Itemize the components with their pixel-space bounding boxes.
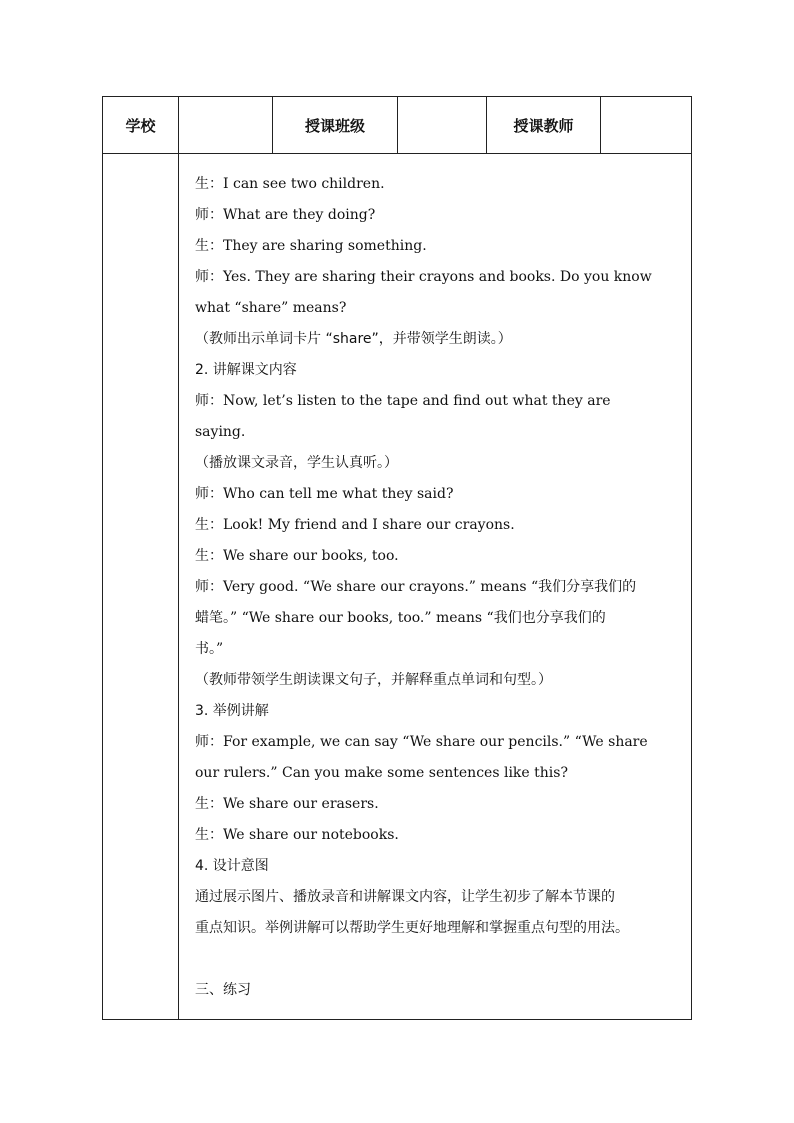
lesson-content: [195, 169, 677, 1006]
dialogue-line: 生：I can see two children.: [195, 176, 385, 192]
dialogue-line: 师：Who can tell me what they said?: [195, 486, 454, 502]
dialogue-line: 师：What are they doing?: [195, 207, 376, 223]
instruction-note: （播放课文录音，学生认真听。）: [195, 455, 398, 471]
table-header-row: [103, 97, 691, 154]
class-value[interactable]: [398, 97, 486, 153]
design-intent-text: 通过展示图片、播放录音和讲解课文内容，让学生初步了解本节课的: [195, 889, 615, 905]
dialogue-line: 师：Yes. They are sharing their crayons and books. Do you know: [195, 269, 652, 285]
dialogue-line: our rulers.” Can you make some sentences like this?: [195, 765, 568, 781]
design-intent-text: 重点知识。举例讲解可以帮助学生更好地理解和掌握重点句型的用法。: [195, 920, 629, 936]
dialogue-line: what “share” means?: [195, 300, 347, 316]
dialogue-line: 生：We share our books, too.: [195, 548, 399, 564]
class-label: 授课班级: [304, 116, 365, 135]
dialogue-line: 师：Very good. “We share our crayons.” means “我们分享我们的: [195, 579, 637, 595]
lesson-plan-table: [102, 96, 692, 1020]
teacher-label: 授课教师: [513, 116, 574, 135]
step-heading: 2. 讲解课文内容: [195, 362, 297, 378]
instruction-note: （教师出示单词卡片 “share”，并带领学生朗读。）: [195, 331, 512, 347]
school-value[interactable]: [179, 97, 272, 153]
dialogue-line: 师：For example, we can say “We share our pencils.” “We share: [195, 734, 648, 750]
dialogue-line: 生：We share our notebooks.: [195, 827, 399, 843]
school-label: 学校: [125, 116, 156, 135]
dialogue-line: 生：We share our erasers.: [195, 796, 379, 812]
dialogue-line: 生：They are sharing something.: [195, 238, 427, 254]
dialogue-line: 书。”: [195, 641, 224, 657]
spacer: [195, 944, 677, 975]
dialogue-line: 师：Now, let’s listen to the tape and find out what they are: [195, 393, 611, 409]
lesson-content-cell: [179, 153, 691, 1019]
instruction-note: （教师带领学生朗读课文句子，并解释重点单词和句型。）: [195, 672, 552, 688]
step-heading: 3. 举例讲解: [195, 703, 269, 719]
teacher-value[interactable]: [601, 97, 691, 153]
dialogue-line: saying.: [195, 424, 246, 440]
step-heading: 4. 设计意图: [195, 858, 269, 874]
dialogue-line: 蜡笔。” “We share our books, too.” means “我们也分享我们的: [195, 610, 606, 626]
section-title: 三、练习: [195, 982, 251, 998]
dialogue-line: 生：Look! My friend and I share our crayons.: [195, 517, 515, 533]
